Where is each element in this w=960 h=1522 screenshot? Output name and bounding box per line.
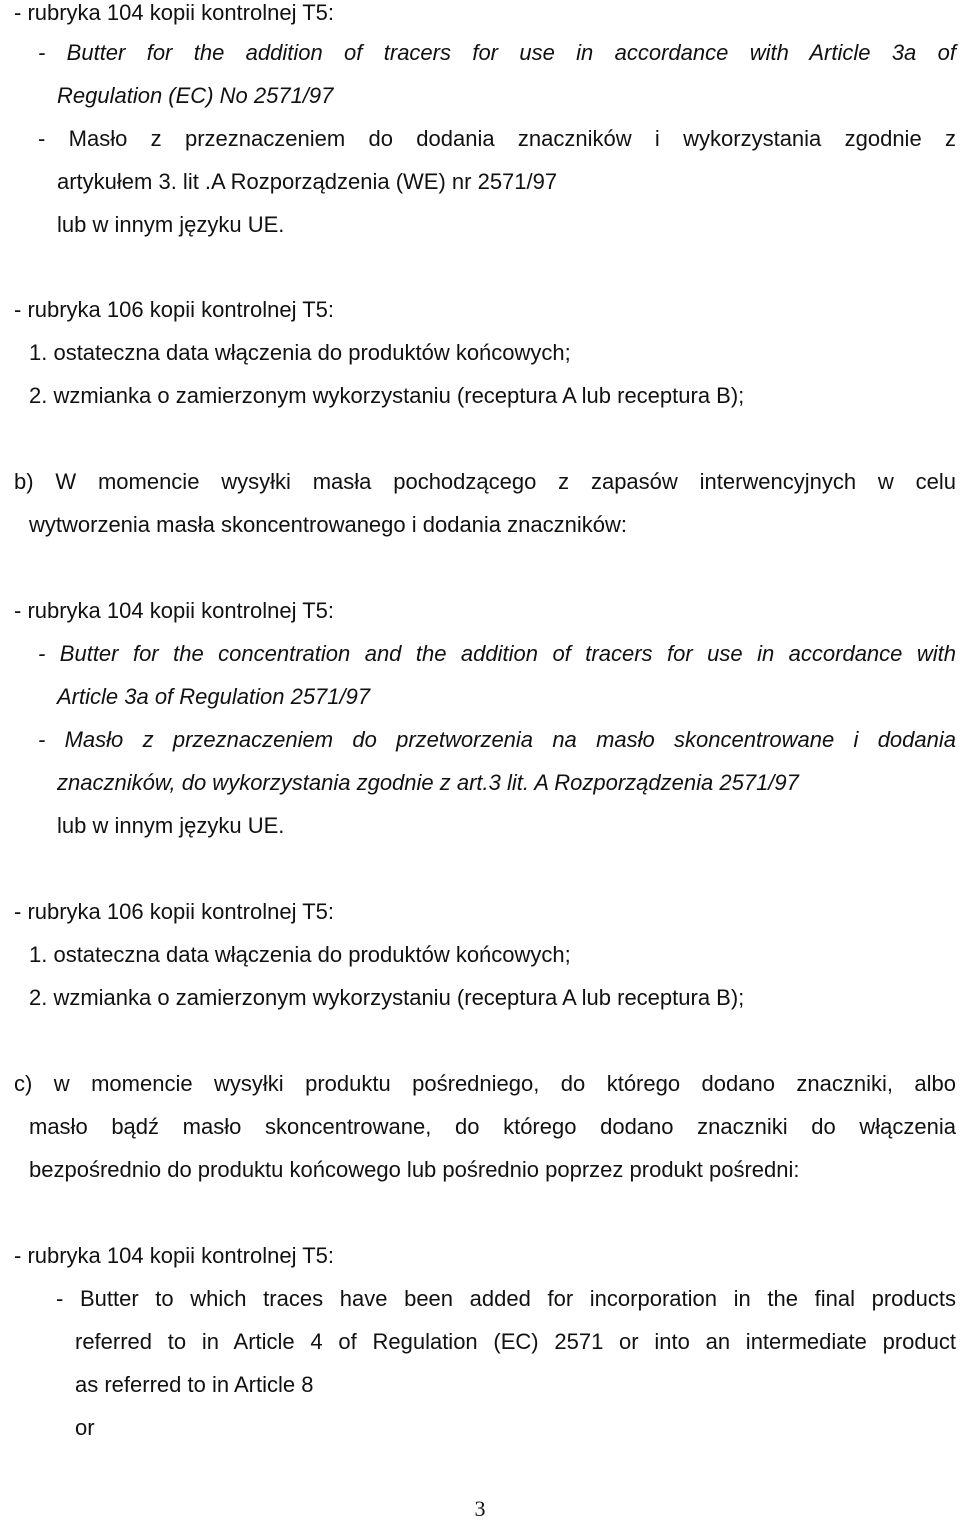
section-c-or: or bbox=[75, 1415, 95, 1440]
section-b-heading-line-1: b) W momencie wysyłki masła pochodzącego z zapasów interwencyjnych w celu bbox=[14, 469, 956, 494]
section-b-rubric-104: - rubryka 104 kopii kontrolnej T5: bbox=[14, 598, 334, 623]
section-a-polish-line-2: artykułem 3. lit .A Rozporządzenia (WE) nr 2571/97 bbox=[57, 169, 558, 194]
section-a-item-2: 2. wzmianka o zamierzonym wykorzystaniu (receptura A lub receptura B); bbox=[29, 383, 745, 408]
section-c-english-line-3: as referred to in Article 8 bbox=[75, 1372, 314, 1397]
section-b-item-1: 1. ostateczna data włączenia do produktów końcowych; bbox=[29, 942, 571, 967]
section-b-polish-line-1: - Masło z przeznaczeniem do przetworzenia na masło skoncentrowane i dodania bbox=[38, 727, 956, 752]
section-a-item-1: 1. ostateczna data włączenia do produktów końcowych; bbox=[29, 340, 571, 365]
section-c-heading-line-1: c) w momencie wysyłki produktu pośredniego, do którego dodano znaczniki, albo bbox=[14, 1071, 956, 1096]
section-a-english-line-1: - Butter for the addition of tracers for use in accordance with Article 3a of bbox=[38, 40, 956, 65]
section-b-english-line-2: Article 3a of Regulation 2571/97 bbox=[57, 684, 371, 709]
section-c-heading-line-3: bezpośrednio do produktu końcowego lub pośrednio poprzez produkt pośredni: bbox=[29, 1157, 800, 1182]
section-c-rubric-104: - rubryka 104 kopii kontrolnej T5: bbox=[14, 1243, 334, 1268]
section-b-english-line-1: - Butter for the concentration and the addition of tracers for use in accordance with bbox=[38, 641, 956, 666]
section-a-english-line-2: Regulation (EC) No 2571/97 bbox=[57, 83, 334, 108]
section-b-rubric-106: - rubryka 106 kopii kontrolnej T5: bbox=[14, 899, 334, 924]
section-a-other-language: lub w innym języku UE. bbox=[57, 212, 285, 237]
section-b-other-language: lub w innym języku UE. bbox=[57, 813, 285, 838]
section-a-rubric-104: - rubryka 104 kopii kontrolnej T5: bbox=[14, 0, 334, 25]
page-number: 3 bbox=[474, 1496, 486, 1521]
section-c-heading-line-2: masło bądź masło skoncentrowane, do którego dodano znaczniki do włączenia bbox=[29, 1114, 956, 1139]
section-a-rubric-106: - rubryka 106 kopii kontrolnej T5: bbox=[14, 297, 334, 322]
section-c-english-line-1: - Butter to which traces have been added for incorporation in the final products bbox=[56, 1286, 956, 1311]
section-b-polish-line-2: znaczników, do wykorzystania zgodnie z art.3 lit. A Rozporządzenia 2571/97 bbox=[57, 770, 799, 795]
section-b-heading-line-2: wytworzenia masła skoncentrowanego i dodania znaczników: bbox=[29, 512, 627, 537]
section-c-english-line-2: referred to in Article 4 of Regulation (EC) 2571 or into an intermediate product bbox=[75, 1329, 956, 1354]
section-a-polish-line-1: - Masło z przeznaczeniem do dodania znaczników i wykorzystania zgodnie z bbox=[38, 126, 956, 151]
section-b-item-2: 2. wzmianka o zamierzonym wykorzystaniu (receptura A lub receptura B); bbox=[29, 985, 745, 1010]
